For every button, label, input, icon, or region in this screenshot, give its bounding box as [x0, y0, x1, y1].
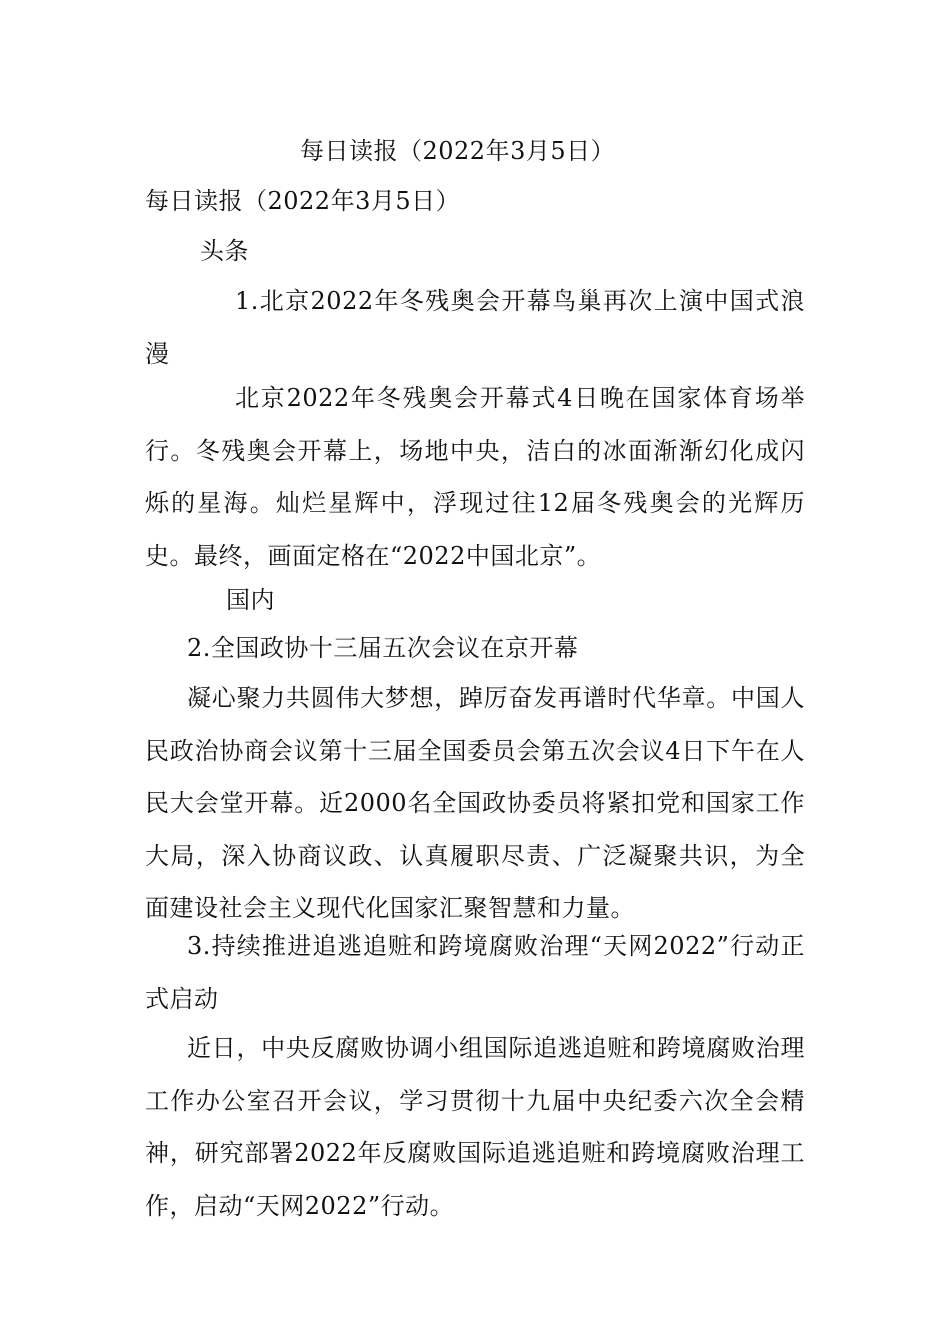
- article-1-heading: 1.北京2022年冬残奥会开幕鸟巢再次上演中国式浪漫: [145, 287, 805, 368]
- article-3-body: 近日，中央反腐败协调小组国际追逃追赃和跨境腐败治理工作办公室召开会议，学习贯彻十九届中央纪委六次全会精神，研究部署2022年反腐败国际追逃追赃和跨境腐败治理工作，启动“天网2022”行动。: [145, 1034, 805, 1220]
- document-title: 每日读报（2022年3月5日）: [300, 137, 616, 165]
- section-label-headline: 头条: [200, 237, 249, 265]
- section-label-domestic: 国内: [226, 586, 275, 614]
- article-1-body: 北京2022年冬残奥会开幕式4日晚在国家体育场举行。冬残奥会开幕上，场地中央，洁白的冰面渐渐幻化成闪烁的星海。灿烂星辉中，浮现过往12届冬残奥会的光辉历史。最终，画面定格在“2022中国北京”。: [145, 384, 805, 570]
- article-3-heading: 3.持续推进追逃追赃和跨境腐败治理“天网2022”行动正式启动: [145, 932, 805, 1013]
- article-2-body: 凝心聚力共圆伟大梦想，踔厉奋发再谱时代华章。中国人民政治协商会议第十三届全国委员会第五次会议4日下午在人民大会堂开幕。近2000名全国政协委员将紧扣党和国家工作大局，深入协商议政、认真履职尽责、广泛凝聚共识，为全面建设社会主义现代化国家汇聚智慧和力量。: [145, 684, 805, 922]
- article-2-heading: 2.全国政协十三届五次会议在京开幕: [187, 634, 579, 662]
- document-subtitle: 每日读报（2022年3月5日）: [145, 187, 461, 215]
